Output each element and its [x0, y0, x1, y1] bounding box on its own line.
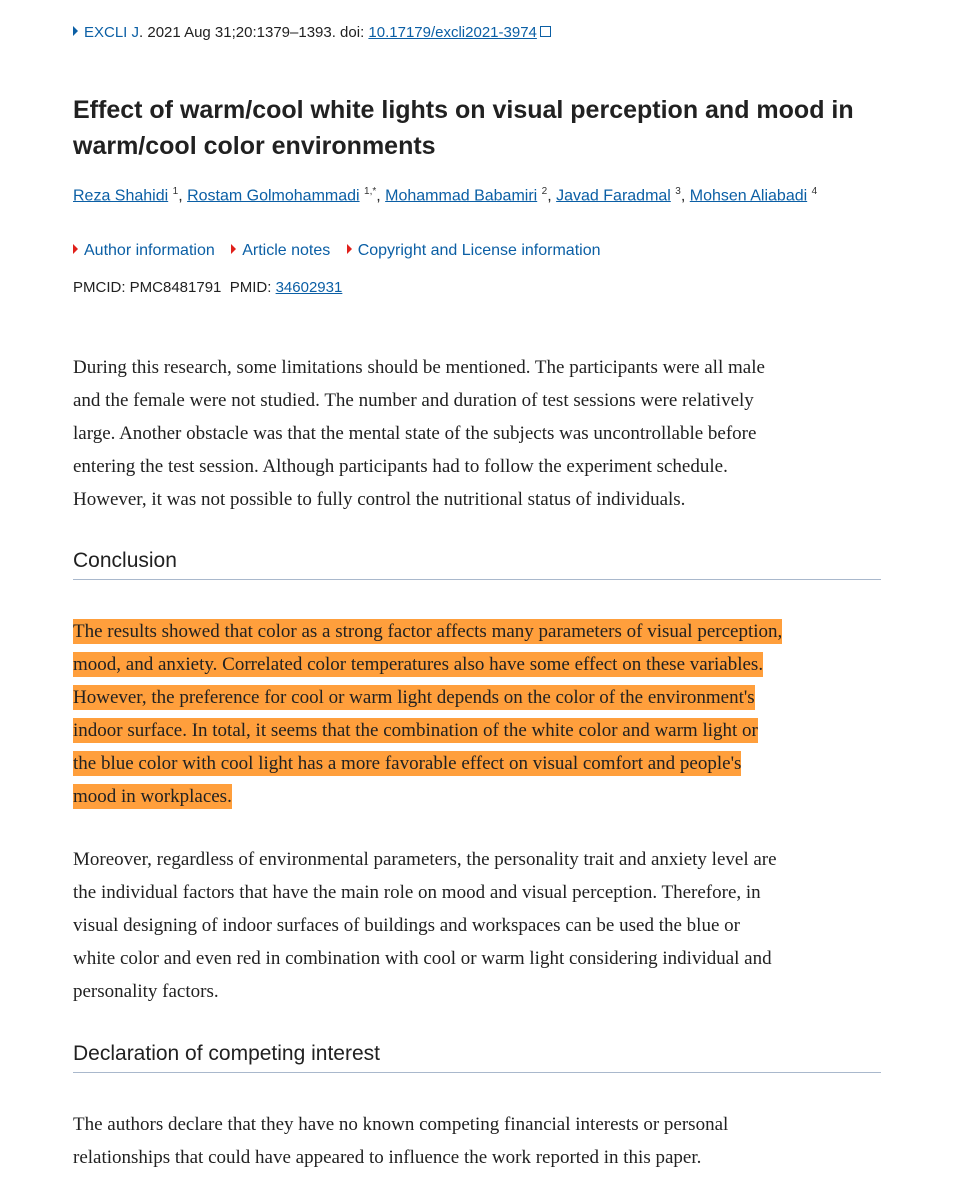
conclusion-heading: Conclusion: [73, 549, 881, 580]
text-line: [73, 1108, 728, 1141]
affiliation-marker[interactable]: 1: [172, 186, 179, 197]
text-line-content: and the female were not studied. The number and duration of test sessions were relatively: [73, 390, 754, 411]
text-line: [73, 942, 777, 975]
limitations-paragraph: [73, 351, 765, 516]
text-line-content: the individual factors that have the main role on mood and visual perception. Therefore, in: [73, 882, 761, 903]
text-line: [73, 648, 782, 681]
text-line: [73, 417, 765, 450]
article-info-links: [73, 242, 613, 260]
citation-details: . 2021 Aug 31;20:1379–1393. doi:: [139, 24, 369, 41]
text-line: [73, 780, 782, 813]
text-line: [73, 747, 782, 780]
conclusion-highlighted-paragraph: [73, 615, 782, 813]
text-line-content: However, the preference for cool or warm light depends on the color of the environment's: [73, 687, 755, 708]
affiliation-marker[interactable]: 1,*: [364, 186, 377, 197]
triangle-icon: [347, 244, 352, 254]
text-line-content: the blue color with cool light has a more favorable effect on visual comfort and people's: [73, 753, 742, 774]
text-line: [73, 876, 777, 909]
pmid-link[interactable]: 34602931: [275, 279, 343, 296]
text-line: [73, 843, 777, 876]
text-line: [73, 714, 782, 747]
author-link[interactable]: Rostam Golmohammadi: [187, 187, 360, 205]
author-link[interactable]: Reza Shahidi: [73, 187, 169, 205]
text-line: [73, 681, 782, 714]
text-line: [73, 483, 765, 516]
text-line-content: visual designing of indoor surfaces of buildings and workspaces can be used the blue or: [73, 915, 740, 936]
pmid-label: PMID:: [229, 279, 276, 296]
triangle-icon: [73, 244, 78, 254]
text-line-content: The authors declare that they have no known competing financial interests or personal: [73, 1114, 729, 1135]
author-list: Reza Shahidi $^1$, Rostam Golmohammadi $^{1,*}$, Mohammad Babamiri $^2$, Javad Faradmal $^3$, Mohsen Aliabadi $^4$: [73, 186, 818, 205]
external-link-icon[interactable]: [540, 26, 551, 37]
author-information-toggle[interactable]: Author information: [73, 242, 215, 259]
text-line: [73, 450, 765, 483]
triangle-icon: [231, 244, 236, 254]
text-line: [73, 909, 777, 942]
competing-interest-paragraph: [73, 1108, 728, 1174]
text-line-content: large. Another obstacle was that the mental state of the subjects was uncontrollable before: [73, 423, 757, 444]
competing-interest-heading: Declaration of competing interest: [73, 1042, 881, 1073]
citation-line: [73, 24, 551, 41]
author-link[interactable]: Mohsen Aliabadi: [689, 187, 808, 205]
affiliation-marker[interactable]: 4: [811, 186, 818, 197]
text-line-content: personality factors.: [73, 981, 219, 1002]
text-line-content: Moreover, regardless of environmental parameters, the personality trait and anxiety level are: [73, 849, 777, 870]
article-notes-toggle[interactable]: Article notes: [231, 242, 330, 259]
text-line-content: entering the test session. Although participants had to follow the experiment schedule.: [73, 456, 728, 477]
text-line-content: relationships that could have appeared to influence the work reported in this paper.: [73, 1147, 702, 1168]
article-ids: [73, 279, 342, 296]
text-line-content: During this research, some limitations should be mentioned. The participants were all male: [73, 357, 765, 378]
affiliation-marker[interactable]: 2: [541, 186, 548, 197]
text-line: [73, 1141, 728, 1174]
conclusion-paragraph: [73, 843, 777, 1008]
text-line: [73, 615, 782, 648]
expand-triangle-icon[interactable]: [73, 26, 78, 36]
text-line: [73, 351, 765, 384]
text-line: [73, 384, 765, 417]
affiliation-marker[interactable]: 3: [675, 186, 681, 197]
text-line-content: The results showed that color as a strong factor affects many parameters of visual perception,: [73, 621, 783, 642]
text-line-content: mood, and anxiety. Correlated color temperatures also have some effect on these variables.: [73, 654, 764, 675]
text-line-content: However, it was not possible to fully control the nutritional status of individuals.: [73, 489, 686, 510]
text-line-content: mood in workplaces.: [73, 786, 232, 807]
copyright-toggle[interactable]: Copyright and License information: [347, 242, 601, 259]
journal-link[interactable]: EXCLI J: [84, 24, 140, 41]
doi-link[interactable]: 10.17179/excli2021-3974: [368, 24, 537, 41]
text-line-content: white color and even red in combination with cool or warm light considering individual and: [73, 948, 772, 969]
pmcid: PMCID: PMC8481791: [73, 279, 222, 296]
article-title: Effect of warm/cool white lights on visual perception and mood in warm/cool color environments: [73, 96, 854, 160]
text-line: [73, 975, 777, 1008]
author-link[interactable]: Javad Faradmal: [556, 187, 671, 205]
text-line-content: indoor surface. In total, it seems that the combination of the white color and warm light or: [73, 720, 758, 741]
author-link[interactable]: Mohammad Babamiri: [385, 187, 538, 205]
